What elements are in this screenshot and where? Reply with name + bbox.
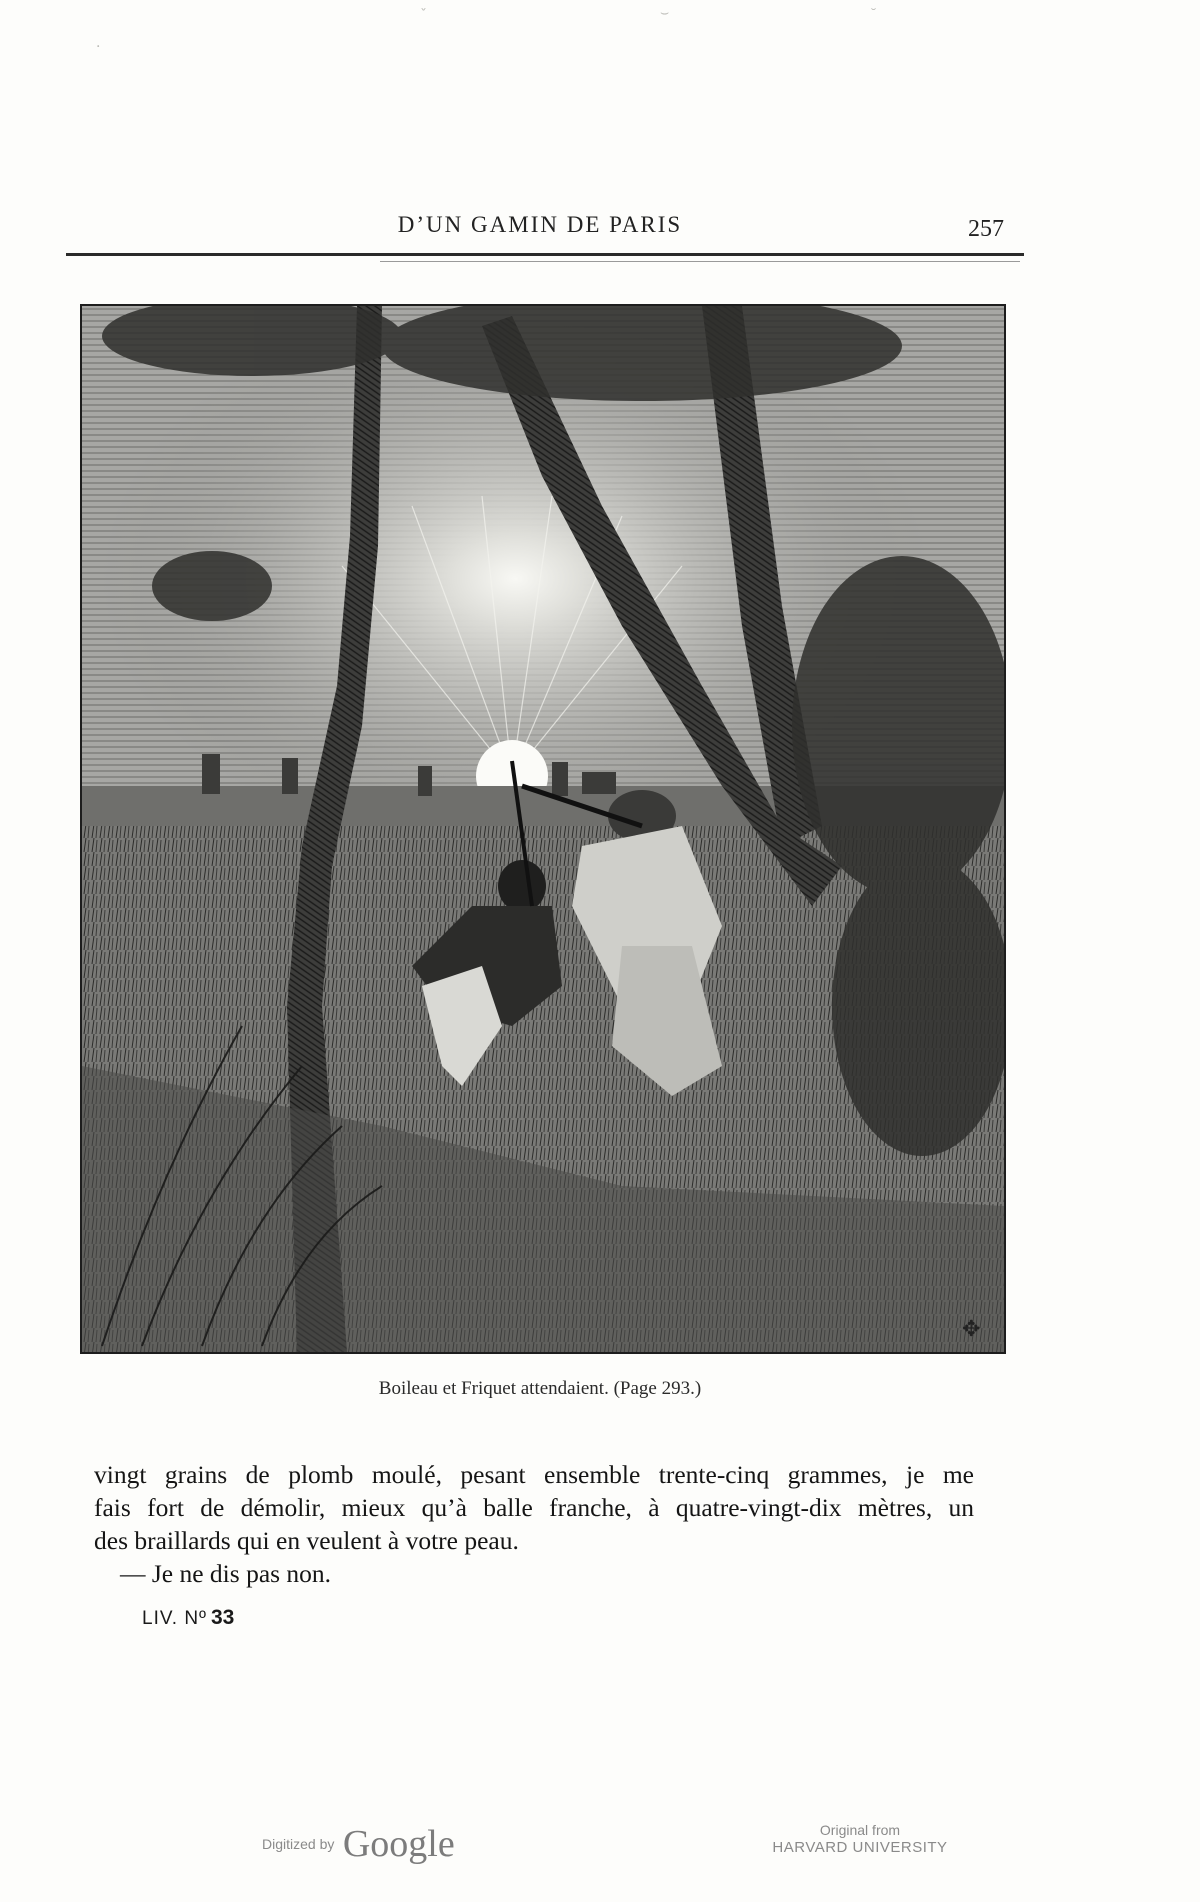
signature-label: LIV. Nº	[142, 1608, 207, 1629]
printer-signature	[142, 1606, 234, 1630]
engraver-monogram: ✥	[962, 1316, 981, 1341]
body-line-dialogue: — Je ne dis pas non.	[120, 1559, 332, 1588]
original-from-label: Original from	[819, 1822, 901, 1838]
institution-name: HARVARD UNIVERSITY	[772, 1839, 948, 1856]
digitized-by-label: Digitized by	[262, 1836, 335, 1852]
paper-speck: ·	[96, 39, 101, 55]
original-source-watermark	[740, 1822, 980, 1857]
body-line: fais fort de démolir, mieux qu’à balle franche, à quatre-vingt-dix mètres, un	[94, 1493, 974, 1522]
header-rule-secondary	[380, 261, 1020, 262]
body-line: des braillards qui en veulent à votre peau.	[94, 1526, 519, 1555]
google-logo: Google	[342, 1823, 455, 1865]
paper-speck: ˘	[870, 7, 877, 23]
header-rule	[66, 253, 1024, 256]
illustration-caption: Boileau et Friquet attendaient. (Page 293.)	[378, 1378, 702, 1399]
engraving-illustration	[80, 304, 1006, 1354]
engraving-image	[82, 306, 1004, 1352]
digitized-by-watermark	[262, 1822, 455, 1866]
body-line: vingt grains de plomb moulé, pesant ensemble trente-cinq grammes, je me	[94, 1460, 974, 1489]
paper-speck: ⌣	[660, 5, 670, 21]
paper-speck: ˇ	[420, 7, 427, 23]
signature-number: 33	[211, 1606, 235, 1629]
body-paragraph	[94, 1458, 974, 1590]
page-number: 257	[968, 216, 1004, 242]
running-title: D’UN GAMIN DE PARIS	[397, 212, 683, 237]
